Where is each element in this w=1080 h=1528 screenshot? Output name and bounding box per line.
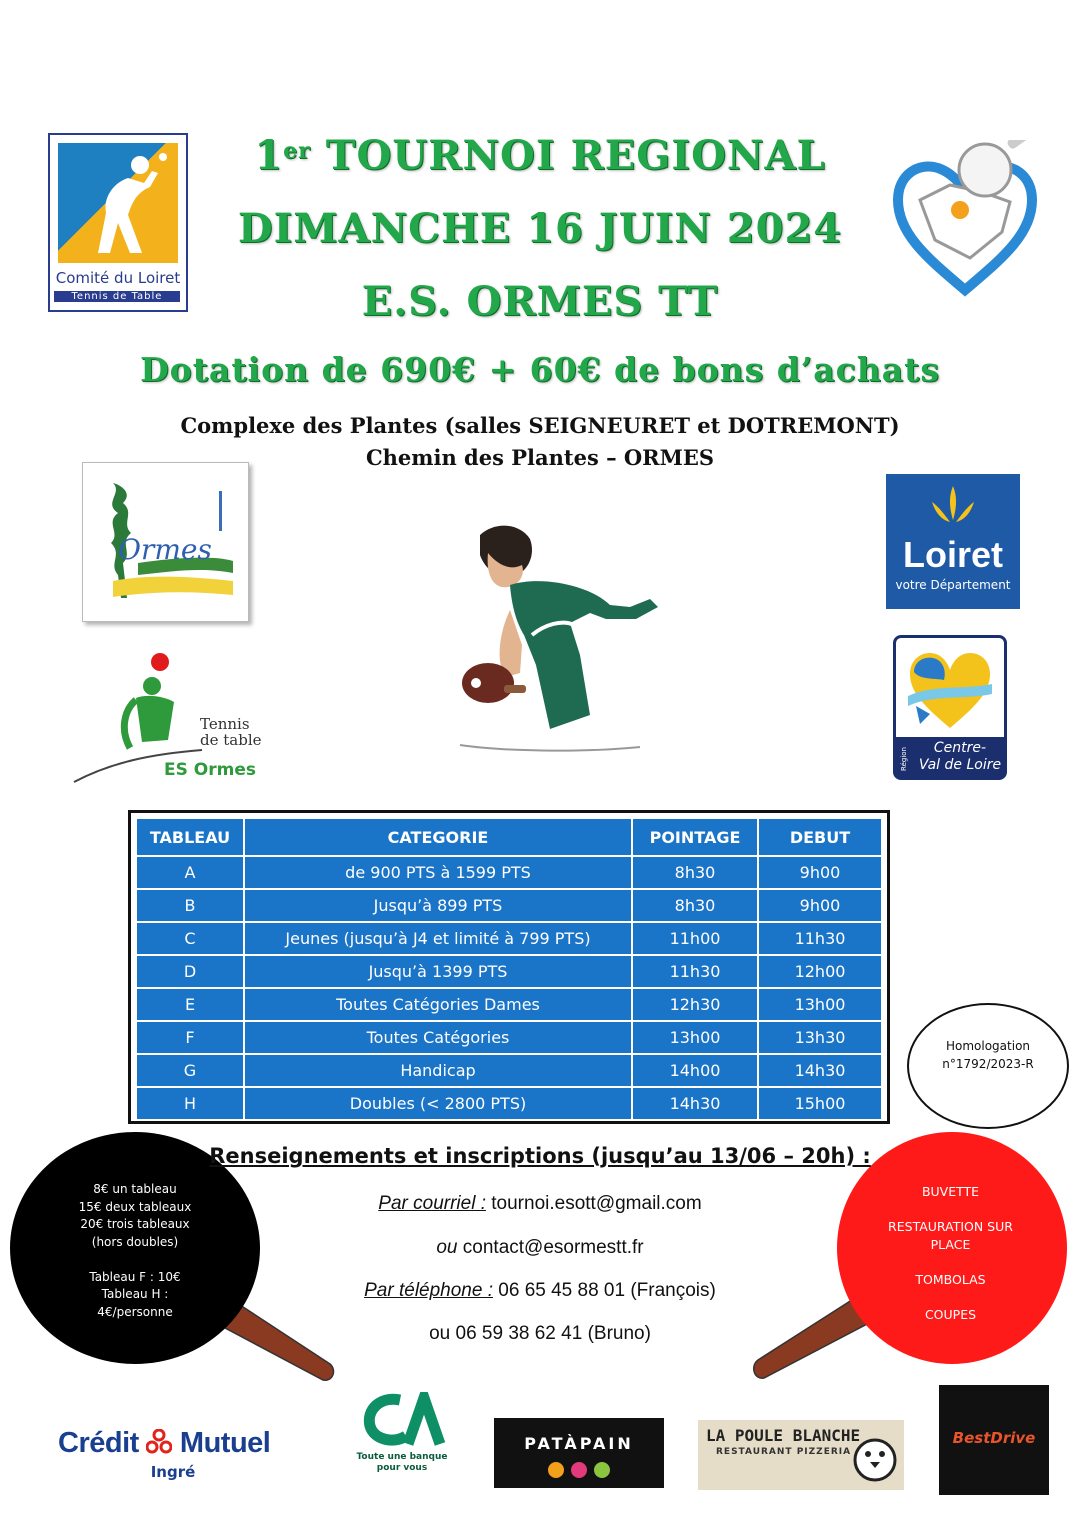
table-row xyxy=(136,889,882,922)
service-line: COUPES xyxy=(924,1307,977,1322)
service-line xyxy=(848,1289,1053,1306)
cell-pointage: 8h30 xyxy=(632,889,758,922)
phone-or-label: ou xyxy=(429,1323,451,1344)
price-line: 15€ deux tableaux xyxy=(78,1199,192,1214)
phone-number-2[interactable]: 06 59 38 62 41 (Bruno) xyxy=(455,1323,651,1344)
cell-tableau: A xyxy=(136,856,244,889)
cell-debut: 12h00 xyxy=(758,955,882,988)
cell-tableau: E xyxy=(136,988,244,1021)
cell-categorie: de 900 PTS à 1599 PTS xyxy=(244,856,632,889)
patapain-text: PATÀPAIN xyxy=(524,1434,634,1453)
price-line: Tableau F : 10€ xyxy=(89,1269,181,1284)
email-line-2 xyxy=(240,1237,840,1259)
ormes-text: Ormes xyxy=(118,533,212,566)
cell-pointage: 11h30 xyxy=(632,955,758,988)
credit-mutuel-word-1: Crédit xyxy=(58,1427,139,1459)
cell-debut: 13h30 xyxy=(758,1021,882,1054)
cell-categorie: Jusqu’à 1399 PTS xyxy=(244,955,632,988)
table-row xyxy=(136,1021,882,1054)
services-list xyxy=(848,1183,1053,1324)
service-line: BUVETTE xyxy=(921,1184,980,1199)
cell-pointage: 13h00 xyxy=(632,1021,758,1054)
player-silhouette-icon xyxy=(58,143,178,263)
service-line: TOMBOLAS xyxy=(915,1272,986,1287)
heart-paddle-logo xyxy=(890,140,1040,300)
cell-tableau: F xyxy=(136,1021,244,1054)
header-pointage: POINTAGE xyxy=(632,818,758,856)
table-row xyxy=(136,922,882,955)
header-debut: DEBUT xyxy=(758,818,882,856)
credit-mutuel-word-2: Mutuel xyxy=(179,1427,271,1459)
loiret-text: Loiret xyxy=(902,534,1003,575)
or-label: ou xyxy=(436,1237,458,1258)
cell-debut: 15h00 xyxy=(758,1087,882,1120)
cell-categorie: Jeunes (jusqu’à J4 et limité à 799 PTS) xyxy=(244,922,632,955)
table-row xyxy=(136,1054,882,1087)
poule-blanche-name: LA POULE BLANCHE xyxy=(706,1426,861,1445)
loiret-subtext: votre Département xyxy=(895,578,1011,592)
price-line: Tableau H : xyxy=(101,1287,169,1301)
patapain-dots-icon xyxy=(546,1460,612,1480)
phone-label: Par téléphone : xyxy=(364,1280,493,1301)
credit-agricole-tagline: Toute une banque pour vous xyxy=(356,1452,448,1473)
cell-pointage: 14h30 xyxy=(632,1087,758,1120)
header-tableau: TABLEAU xyxy=(136,818,244,856)
cell-debut: 13h00 xyxy=(758,988,882,1021)
es-ormes-tt-line-1: Tennis xyxy=(200,715,250,733)
cell-categorie: Doubles (< 2800 PTS) xyxy=(244,1087,632,1120)
cell-pointage: 11h00 xyxy=(632,922,758,955)
cell-tableau: H xyxy=(136,1087,244,1120)
poule-blanche-sub: RESTAURANT PIZZERIA xyxy=(716,1447,852,1457)
email-label: Par courriel : xyxy=(378,1193,486,1214)
table-row xyxy=(136,955,882,988)
cell-debut: 14h30 xyxy=(758,1054,882,1087)
table-row xyxy=(136,1087,882,1120)
heart-icon xyxy=(890,140,1040,300)
fleur-de-lis-icon xyxy=(928,484,978,534)
cvl-name-line-1: Centre- xyxy=(933,740,987,756)
comite-name: Comité du Loiret xyxy=(55,269,181,287)
comite-loiret-logo xyxy=(48,133,188,312)
title-club: E.S. ORMES TT xyxy=(361,278,719,325)
price-line: (hors doubles) xyxy=(91,1234,179,1249)
hen-icon xyxy=(850,1426,900,1484)
dotation-heading: Dotation de 690€ + 60€ de bons d’achats xyxy=(140,350,940,389)
credit-mutuel-city: Ingré xyxy=(150,1463,196,1481)
cell-tableau: B xyxy=(136,889,244,922)
es-ormes-club-logo xyxy=(72,650,272,785)
email-line-1 xyxy=(240,1193,840,1215)
ormes-town-logo xyxy=(82,462,249,622)
header-categorie: CATEGORIE xyxy=(244,818,632,856)
homologation-badge xyxy=(907,1003,1069,1129)
price-list xyxy=(30,1181,240,1321)
credit-mutuel-name xyxy=(58,1427,270,1460)
table-tennis-player-icon xyxy=(440,515,670,755)
cvl-name-line-2: Val de Loire xyxy=(918,757,1002,773)
centre-val-de-loire-logo xyxy=(893,635,1007,780)
cell-pointage: 14h00 xyxy=(632,1054,758,1087)
cell-tableau: G xyxy=(136,1054,244,1087)
homologation-label: Homologation xyxy=(945,1039,1031,1053)
cell-categorie: Toutes Catégories Dames xyxy=(244,988,632,1021)
cell-categorie: Jusqu’à 899 PTS xyxy=(244,889,632,922)
price-line: 4€/personne xyxy=(97,1304,173,1319)
price-line: 20€ trois tableaux xyxy=(80,1217,190,1231)
email-address-1[interactable]: tournoi.esott@gmail.com xyxy=(491,1193,702,1214)
cell-tableau: C xyxy=(136,922,244,955)
la-poule-blanche-logo xyxy=(698,1420,904,1490)
credit-agricole-ca-icon xyxy=(360,1392,446,1450)
venue-line-2: Chemin des Plantes – ORMES xyxy=(365,445,715,470)
table-row xyxy=(136,988,882,1021)
cell-categorie: Handicap xyxy=(244,1054,632,1087)
es-ormes-tt-line-2: de table xyxy=(200,731,262,749)
phone-line-1 xyxy=(240,1280,840,1302)
table-row xyxy=(136,856,882,889)
title-line-1: 1er TOURNOI REGIONAL xyxy=(254,132,826,179)
es-ormes-tt xyxy=(200,716,262,748)
bestdrive-text: BestDrive xyxy=(952,1429,1036,1447)
phone-line-2 xyxy=(240,1323,840,1345)
cell-pointage: 8h30 xyxy=(632,856,758,889)
cell-debut: 9h00 xyxy=(758,856,882,889)
phone-number-1[interactable]: 06 65 45 88 01 (François) xyxy=(498,1280,716,1301)
registration-heading: Renseignements et inscriptions (jusqu’au 13/06 – 20h) : xyxy=(209,1144,871,1168)
loiret-departement-logo xyxy=(886,474,1020,609)
cell-categorie: Toutes Catégories xyxy=(244,1021,632,1054)
service-line xyxy=(848,1254,1053,1271)
cell-pointage: 12h30 xyxy=(632,988,758,1021)
schedule-grid xyxy=(135,817,883,1121)
credit-mutuel-cross-icon xyxy=(146,1429,172,1455)
email-address-2[interactable]: contact@esormestt.fr xyxy=(462,1237,644,1258)
venue-line-1: Complexe des Plantes (salles SEIGNEURET et DOTREMONT) xyxy=(180,413,900,438)
comite-sub: Tennis de Table xyxy=(54,291,180,302)
schedule-table xyxy=(128,810,890,1124)
cell-debut: 9h00 xyxy=(758,889,882,922)
homologation-number: n°1792/2023-R xyxy=(942,1057,1034,1071)
cell-debut: 11h30 xyxy=(758,922,882,955)
cell-tableau: D xyxy=(136,955,244,988)
cvl-heart-icon xyxy=(904,644,996,734)
patapain-logo xyxy=(494,1418,664,1488)
credit-mutuel-logo xyxy=(58,1427,298,1487)
price-line: 8€ un tableau xyxy=(93,1182,177,1196)
title-date: DIMANCHE 16 JUIN 2024 xyxy=(237,205,843,252)
cvl-name xyxy=(916,740,1004,774)
cvl-region-label: Région xyxy=(899,747,908,771)
bestdrive-logo xyxy=(939,1385,1049,1495)
price-line xyxy=(30,1251,240,1269)
es-ormes-name: ES Ormes xyxy=(164,760,256,780)
credit-agricole-logo xyxy=(350,1392,460,1482)
service-line: RESTAURATION SUR PLACE xyxy=(888,1219,1013,1252)
service-line xyxy=(848,1201,1053,1218)
player-illustration xyxy=(440,515,670,755)
table-header-row xyxy=(136,818,882,856)
